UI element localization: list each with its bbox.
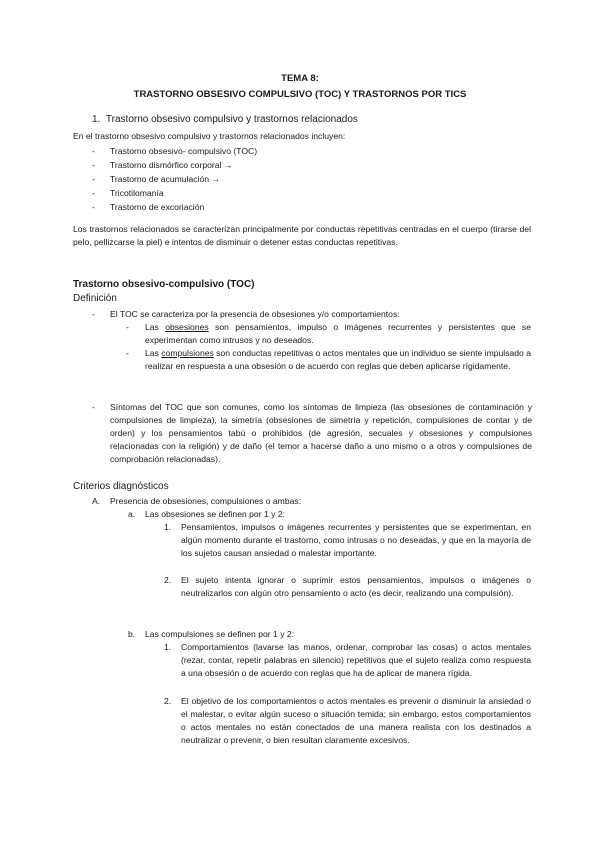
criterion-a-text: Presencia de obsesiones, compulsiones o ambas: [110,496,302,506]
document-title: TRASTORNO OBSESIVO COMPULSIVO (TOC) Y TRASTORNOS POR TICS [133,89,467,100]
sintomas-text: Síntomas del TOC que son comunes, como los síntomas de limpieza (las obsesiones de contaminación y compulsiones de limpieza), la simetría (obsesiones de simetría y repetición, compulsiones de contar y de orden) y los pensamientos tabú o prohibidos (de agresión, secuales y obsesiones y compulsiones relacionadas con la religión) y de daño (el temor a hacerse daño a uno mismo o a otros y compulsiones de comprobación relacionadas). [110,402,532,464]
num-marker: 1. [164,642,172,652]
sub-a-item-1-text: Pensamientos, impulsos o imágenes recurrentes y persistentes que se experimentan, en algún momento durante el trastorno, como intrusas o no deseadas, y que en la mayoría de los sujetos causan ansiedad o malestar importante. [181,522,531,558]
list-item: - Tricotilomanía [92,186,257,200]
section-1-heading [92,114,358,125]
definicion-heading: Definición [73,293,117,304]
sub-a-item-2-text: El sujeto intenta ignorar o suprimir estos pensamientos, impulsos o imágenes o neutralizarlos con algún otro pensamiento o acto (es decir, realizando una compulsión). [181,575,531,598]
sub-b-item-1 [164,641,531,680]
dash-marker: - [92,402,95,412]
definition-text: El TOC se caracteriza por la presencia de obsesiones y/o comportamientos: [110,309,400,319]
related-disorders-list [92,144,257,214]
obsesiones-text [126,321,531,347]
sintomas-bullet [92,401,532,466]
criterion-a-sub-b [128,628,531,641]
sub-a-marker: a. [128,509,136,519]
list-item: - Trastorno obsesivo- compulsivo (TOC) [92,144,257,158]
section-1-intro: En el trastorno obsesivo compulsivo y trastornos relacionados incluyen: [73,131,346,141]
sub-b-item-1-text: Comportamientos (lavarse las manos, ordenar, comprobar las cosas) o actos mentales (rezar, contar, repetir palabras en silencio) repetitivos que el sujeto realiza como respuesta a una obsesión o de acuerdo con reglas que ha de aplicar de manera rígida. [181,642,531,678]
definition-bullet [92,308,532,321]
compulsiones-lead: Las [145,348,162,358]
section-1-number: 1. [92,114,101,125]
dash-marker: - [126,322,129,332]
criterion-a [92,495,532,508]
toc-heading: Trastorno obsesivo-compulsivo (TOC) [73,279,255,290]
num-marker: 2. [164,575,172,585]
sub-a-item-1 [164,521,531,560]
sub-b-item-2-text: El objetivo de los comportamientos o actos mentales es prevenir o disminuir la ansiedad o el malestar, o evitar algún suceso o situación temida; sin embargo, estos comportamientos o actos mentales no están conectados de una manera realista con los destinados a neutralizar o prevenir, o bien resultan claramente excesivos. [181,696,531,745]
list-item: - Trastorno dismórfico corporal → [92,158,257,172]
compulsiones-bullet [126,347,531,373]
obsesiones-lead: Las [145,322,166,332]
sub-b-marker: b. [128,629,136,639]
criterios-heading: Criterios diagnósticos [73,481,169,492]
sub-b-text: Las compulsiones se definen por 1 y 2: [145,629,295,639]
obsesiones-bullet [126,321,531,347]
obsesiones-term: obsesiones [165,322,209,332]
criterion-a-sub-a [128,508,531,521]
sub-b-item-2 [164,695,531,747]
criterion-a-marker: A. [92,496,101,506]
compulsiones-rest: son conductas repetitivas o actos mentales que un individuo se siente impulsado a realizar en respuesta a una obsesión o de acuerdo con reglas que deben aplicarse rígidamente. [145,348,532,371]
section-1-title: Trastorno obsesivo compulsivo y trastornos relacionados [105,114,358,125]
sub-a-item-2 [164,574,531,600]
list-item: - Trastorno de excoriación [92,200,257,214]
num-marker: 1. [164,522,172,532]
sub-a-text: Las obsesiones se definen por 1 y 2: [145,509,285,519]
dash-marker: - [92,309,95,319]
compulsiones-term: compulsiones [161,348,214,358]
dash-marker: - [126,348,129,358]
related-disorders-paragraph: Los trastornos relacionados se caracterizan principalmente por conductas repetitivas centradas en el cuerpo (tirarse del pelo, pellizcarse la piel) e intentos de disminuir o detener estas conductas repetitivas. [73,224,531,247]
compulsiones-text [126,347,531,373]
obsesiones-rest: son pensamientos, impulso o imágenes recurrentes y persistentes que se experimentan como intrusos y no deseados. [145,322,531,345]
list-item: - Trastorno de acumulación → [92,172,257,186]
tema-label: TEMA 8: [281,73,319,84]
num-marker: 2. [164,696,172,706]
